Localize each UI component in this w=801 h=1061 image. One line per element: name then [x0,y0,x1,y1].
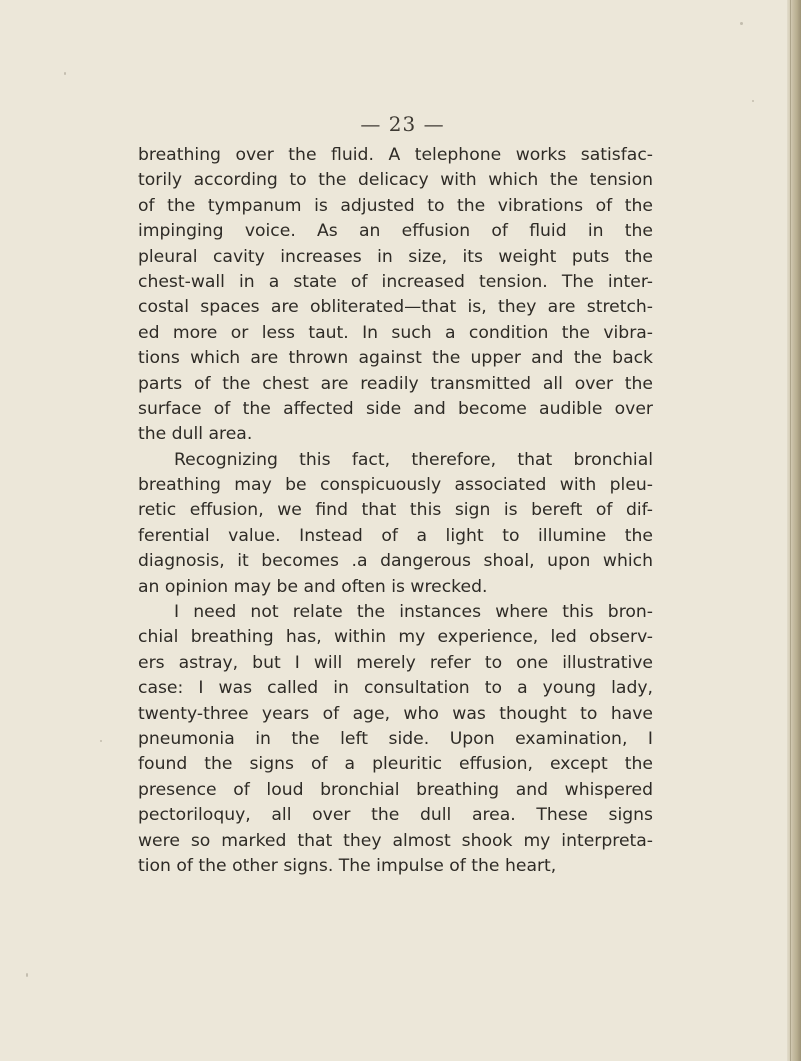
text-line: impinging voice. As an effusion of fluid in the [138,221,653,242]
text-line: costal spaces are obliterated—that is, they are stretch- [138,297,653,318]
text-line: were so marked that they almost shook my interpreta- [138,830,653,851]
text-line: pneumonia in the left side. Upon examination, I [138,728,653,749]
text-line: chial breathing has, within my experience, led observ- [138,627,653,648]
text-line: of the tympanum is adjusted to the vibrations of the [138,195,653,216]
paragraph [138,600,653,879]
text-line: chest-wall in a state of increased tension. The inter- [138,271,653,292]
text-line: presence of loud bronchial breathing and whispered [138,779,653,800]
paper-speck [64,72,66,75]
text-line: ferential value. Instead of a light to illumine the [138,525,653,546]
text-line: tions which are thrown against the upper and the back [138,348,653,369]
paper-speck [26,973,28,977]
text-line: surface of the affected side and become audible over [138,398,653,419]
text-line: pectoriloquy, all over the dull area. These signs [138,805,653,826]
text-line: I need not relate the instances where this bron- [174,602,653,623]
text-line: Recognizing this fact, therefore, that bronchial [174,449,653,470]
text-line: ers astray, but I will merely refer to one illustrative [138,652,653,673]
text-line: breathing over the fluid. A telephone works satisfac- [138,145,653,165]
text-line: the dull area. [138,424,253,445]
text-line: parts of the chest are readily transmitted all over the [138,373,653,394]
text-line: an opinion may be and often is wrecked. [138,576,488,597]
paragraph [138,448,653,600]
text-line: diagnosis, it becomes .a dangerous shoal, upon which [138,551,653,572]
text-line: torily according to the delicacy with which the tension [138,170,653,191]
text-line: pleural cavity increases in size, its weight puts the [138,246,653,267]
paper-speck [752,100,754,102]
text-line: retic effusion, we find that this sign is bereft of dif- [138,500,653,521]
page-number: — 23 — [360,112,445,136]
text-line: twenty-three years of age, who was thought to have [138,703,653,724]
body-text [138,143,653,879]
text-line: tion of the other signs. The impulse of the heart, [138,855,557,876]
text-line: breathing may be conspicuously associated with pleu- [138,475,653,496]
text-line: ed more or less taut. In such a condition the vibra- [138,322,653,343]
page-edge-line [790,0,791,1061]
text-line: found the signs of a pleuritic effusion, except the [138,754,653,775]
paper-speck [740,22,743,25]
text-line: case: I was called in consultation to a young lady, [138,678,653,699]
paper-speck [100,740,102,742]
paragraph [138,143,653,448]
